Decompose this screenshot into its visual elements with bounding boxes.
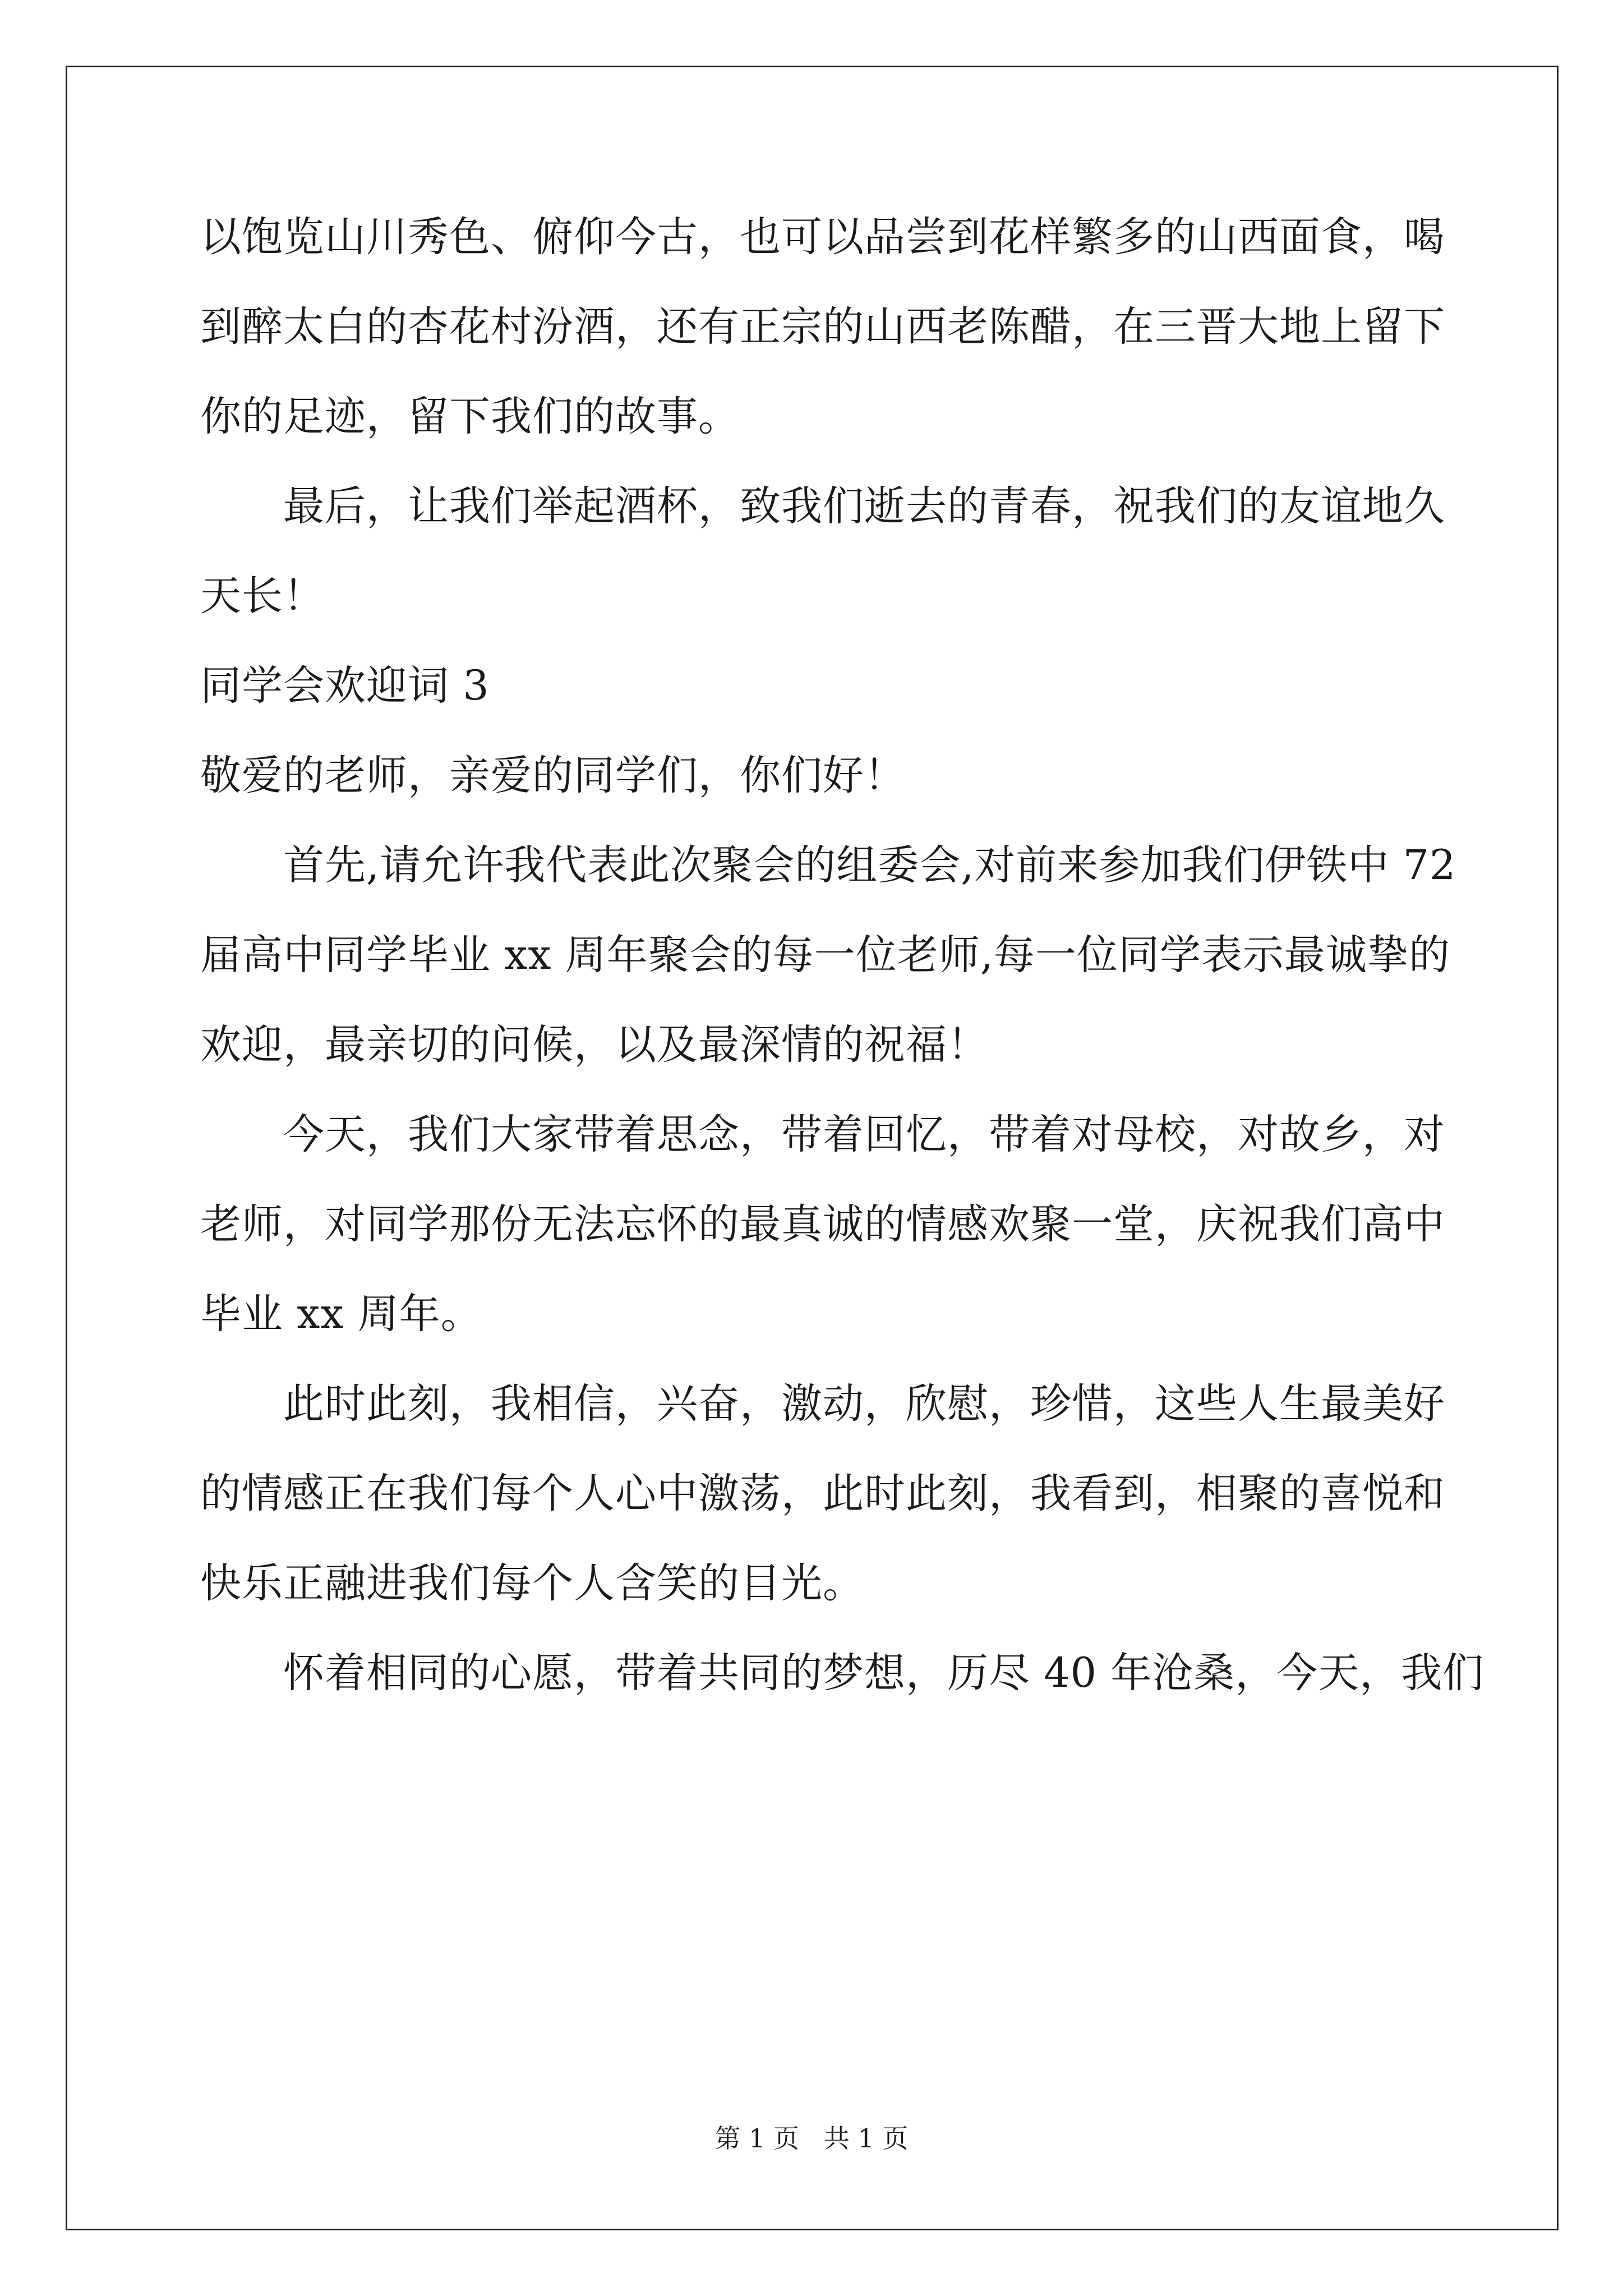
text-line: 此时此刻，我相信，兴奋，激动，欣慰，珍惜，这些人生最美好 (283, 1380, 1445, 1428)
text-line: 怀着相同的心愿，带着共同的梦想，历尽 40 年沧桑，今天，我们 (283, 1649, 1484, 1697)
text-line: 的情感正在我们每个人心中激荡，此时此刻，我看到，相聚的喜悦和 (200, 1470, 1445, 1517)
text-line: 届高中同学毕业 xx 周年聚会的每一位老师,每一位同学表示最诚挚的 (200, 931, 1450, 979)
text-line: 老师，对同学那份无法忘怀的最真诚的情感欢聚一堂，庆祝我们高中 (200, 1200, 1445, 1248)
salutation: 敬爱的老师，亲爱的同学们，你们好！ (200, 752, 906, 799)
section-heading: 同学会欢迎词 3 (200, 662, 490, 710)
text-line: 欢迎，最亲切的问候，以及最深情的祝福！ (200, 1021, 989, 1069)
text-line: 毕业 xx 周年。 (200, 1290, 482, 1338)
text-line: 到醉太白的杏花村汾酒，还有正宗的山西老陈醋，在三晋大地上留下 (200, 303, 1445, 351)
text-line: 你的足迹，留下我们的故事。 (200, 393, 740, 440)
text-line: 最后，让我们举起酒杯，致我们逝去的青春，祝我们的友谊地久 (283, 482, 1445, 530)
text-line: 天长！ (200, 572, 325, 620)
page-footer: 第 1 页 共 1 页 (714, 2123, 909, 2154)
text-line: 以饱览山川秀色、俯仰今古，也可以品尝到花样繁多的山西面食，喝 (200, 213, 1445, 261)
text-line: 今天，我们大家带着思念，带着回忆，带着对母校，对故乡，对 (283, 1111, 1445, 1158)
text-line: 快乐正融进我们每个人含笑的目光。 (200, 1559, 864, 1607)
text-line: 首先,请允许我代表此次聚会的组委会,对前来参加我们伊铁中 72 (283, 841, 1456, 889)
